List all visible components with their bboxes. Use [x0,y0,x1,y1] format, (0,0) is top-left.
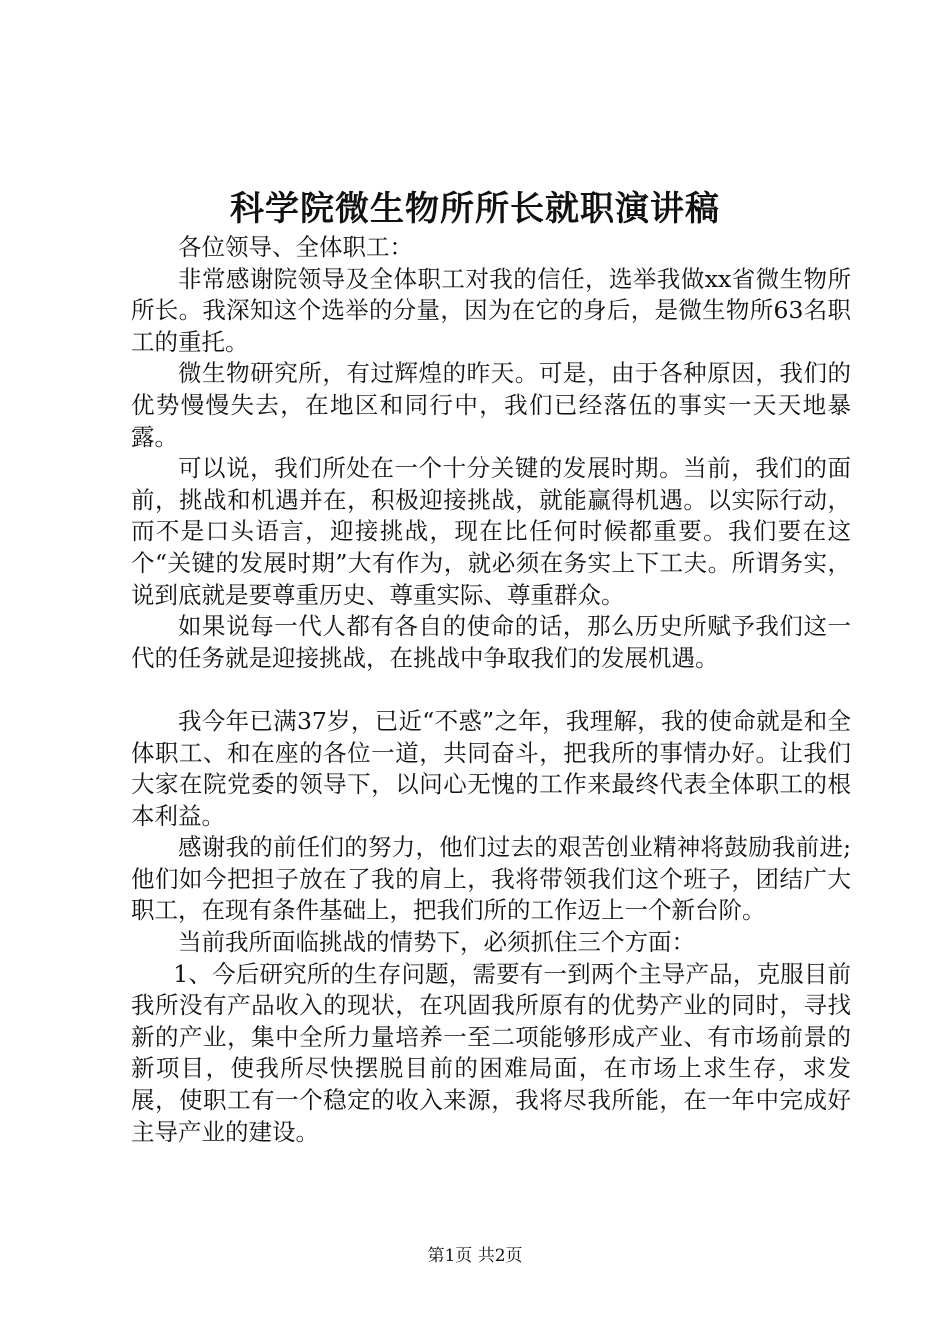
body-paragraph: 非常感谢院领导及全体职工对我的信任，选举我做xx省微生物所所长。我深知这个选举的分量，因为在它的身后，是微生物所63名职工的重托。 [131,264,851,356]
page-footer: 第1页 共2页 [427,1246,523,1266]
salutation-paragraph: 各位领导、全体职工： [178,233,413,261]
document-body [131,232,851,1148]
body-paragraph: 我今年已满37岁，已近“不惑”之年，我理解，我的使命就是和全体职工、和在座的各位一道，共同奋斗，把我所的事情办好。让我们大家在院党委的领导下，以问心无愧的工作来最终代表全体职工的根本利益。 [131,706,851,830]
body-paragraph: 如果说每一代人都有各自的使命的话，那么历史所赋予我们这一代的任务就是迎接挑战，在挑战中争取我们的发展机遇。 [131,612,851,672]
body-paragraph: 当前我所面临挑战的情势下，必须抓住三个方面： [178,928,695,957]
document-title: 科学院微生物所所长就职演讲稿 [230,189,720,229]
body-paragraph: 感谢我的前任们的努力，他们过去的艰苦创业精神将鼓励我前进;他们如今把担子放在了我的肩上，我将带领我们这个班子，团结广大职工，在现有条件基础上，把我们所的工作迈上一个新台阶。 [131,833,851,925]
body-paragraph: 可以说，我们所处在一个十分关键的发展时期。当前，我们的面前，挑战和机遇并在，积极迎接挑战，就能赢得机遇。以实际行动，而不是口头语言，迎接挑战，现在比任何时候都重要。我们要在这个“关键的发展时期”大有作为，就必须在务实上下工夫。所谓务实，说到底就是要尊重历史、尊重实际、尊重群众。 [131,454,851,609]
list-item-paragraph: 1、今后研究所的生存问题，需要有一到两个主导产品，克服目前我所没有产品收入的现状，在巩固我所原有的优势产业的同时，寻找新的产业，集中全所力量培养一至二项能够形成产业、有市场前景的新项目，使我所尽快摆脱目前的困难局面，在市场上求生存，求发展，使职工有一个稳定的收入来源，我将尽我所能，在一年中完成好主导产业的建设。 [131,959,851,1146]
body-paragraph: 微生物研究所，有过辉煌的昨天。可是，由于各种原因，我们的优势慢慢失去，在地区和同行中，我们已经落伍的事实一天天地暴露。 [131,359,851,451]
